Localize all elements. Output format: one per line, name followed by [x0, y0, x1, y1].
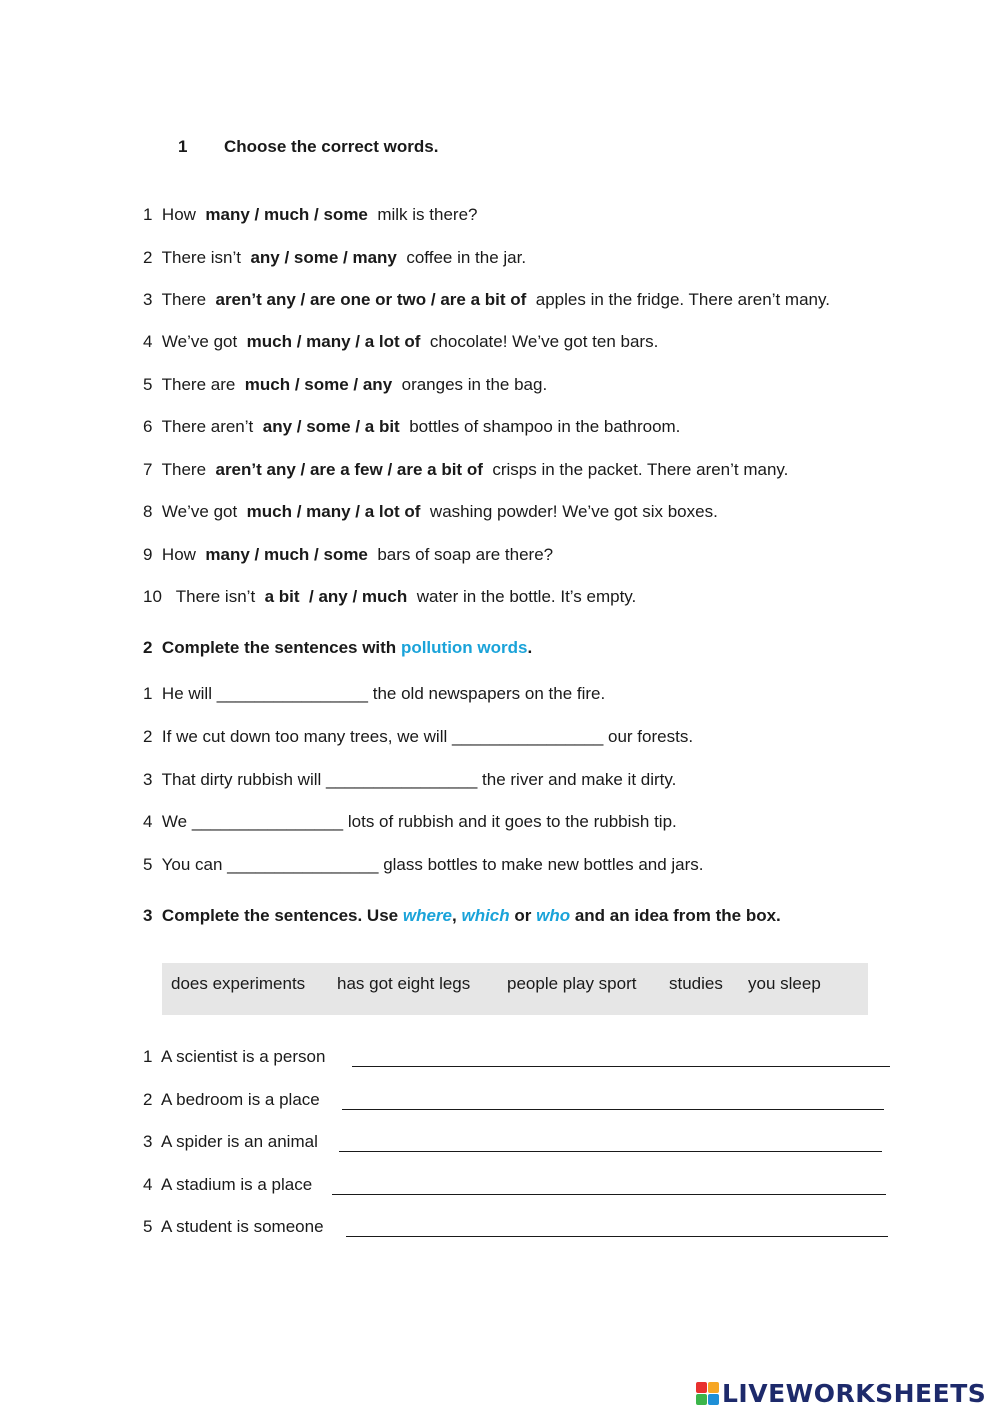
answer-blank[interactable]: ________________	[191, 812, 344, 831]
exercise-2-item	[143, 770, 676, 790]
item-number: 3	[143, 770, 153, 789]
exercise-3-item	[143, 1090, 320, 1110]
exercise-1-title	[178, 137, 438, 157]
item-text: A spider is an animal	[160, 1132, 318, 1151]
word-which: which	[461, 906, 510, 925]
idea-box-item: you sleep	[748, 974, 821, 993]
item-text-after: lots of rubbish and it goes to the rubbish tip.	[347, 812, 677, 831]
exercise-1-item	[143, 375, 547, 395]
item-options[interactable]: much / many / a lot of	[246, 332, 421, 351]
item-text-before: There aren’t	[161, 417, 254, 436]
item-text-before: We	[161, 812, 188, 831]
item-text-after: chocolate! We’ve got ten bars.	[429, 332, 659, 351]
item-number: 3	[143, 290, 153, 309]
item-number: 1	[143, 1047, 153, 1066]
item-text-after: milk is there?	[377, 205, 478, 224]
pollution-words-highlight: pollution words	[400, 638, 528, 657]
title-comma: ,	[452, 906, 457, 925]
exercise-1-item	[143, 248, 526, 268]
exercise-2-title-text: Complete the sentences with	[161, 638, 397, 657]
answer-line[interactable]	[346, 1236, 888, 1237]
item-text-before: You can	[161, 855, 223, 874]
item-text-before: That dirty rubbish will	[161, 770, 322, 789]
item-text-after: the river and make it dirty.	[482, 770, 677, 789]
item-options[interactable]: a bit / any / much	[264, 587, 408, 606]
item-text-after: crisps in the packet. There aren’t many.	[492, 460, 789, 479]
item-text-after: the old newspapers on the fire.	[372, 684, 606, 703]
exercise-2-item	[143, 855, 704, 875]
word-who: who	[536, 906, 571, 925]
item-options[interactable]: much / many / a lot of	[246, 502, 421, 521]
exercise-2-item	[143, 684, 605, 704]
exercise-2-title	[143, 638, 532, 658]
exercise-2-item	[143, 812, 677, 832]
item-text-after: apples in the fridge. There aren’t many.	[535, 290, 830, 309]
item-number: 5	[143, 855, 153, 874]
answer-line[interactable]	[352, 1066, 890, 1067]
item-number: 6	[143, 417, 153, 436]
item-number: 2	[143, 727, 153, 746]
item-number: 10	[143, 587, 162, 606]
item-text-after: oranges in the bag.	[401, 375, 548, 394]
item-text-before: We’ve got	[161, 502, 238, 521]
answer-blank[interactable]: ________________	[452, 727, 604, 746]
item-options[interactable]: any / some / many	[250, 248, 397, 267]
answer-line[interactable]	[339, 1151, 882, 1152]
item-text-before: There isn’t	[175, 587, 256, 606]
item-number: 9	[143, 545, 153, 564]
item-text-before: There	[161, 290, 207, 309]
item-text-after: glass bottles to make new bottles and jars.	[383, 855, 704, 874]
exercise-3-item	[143, 1175, 312, 1195]
exercise-1-item	[143, 502, 718, 522]
exercise-3-item	[143, 1132, 318, 1152]
item-options[interactable]: any / some / a bit	[262, 417, 400, 436]
item-number: 4	[143, 332, 153, 351]
idea-box-item: studies	[669, 974, 723, 993]
exercise-3-title	[143, 906, 781, 926]
exercise-3-item	[143, 1217, 324, 1237]
item-text-before: If we cut down too many trees, we will	[161, 727, 448, 746]
item-options[interactable]: much / some / any	[244, 375, 393, 394]
item-options[interactable]: many / much / some	[205, 545, 368, 564]
logo-blocks-icon	[696, 1380, 720, 1408]
liveworksheets-logo	[696, 1378, 986, 1410]
item-options[interactable]: aren’t any / are one or two / are a bit of	[215, 290, 527, 309]
item-text-before: He will	[161, 684, 212, 703]
answer-line[interactable]	[332, 1194, 886, 1195]
item-text: A bedroom is a place	[160, 1090, 320, 1109]
item-number: 8	[143, 502, 153, 521]
item-options[interactable]: aren’t any / are a few / are a bit of	[215, 460, 483, 479]
item-text-before: We’ve got	[161, 332, 238, 351]
item-text-after: water in the bottle. It’s empty.	[416, 587, 637, 606]
item-number: 2	[143, 1090, 153, 1109]
idea-box-item: does experiments	[171, 974, 306, 993]
item-number: 5	[143, 375, 153, 394]
idea-box-item: has got eight legs	[337, 974, 471, 993]
item-text: A scientist is a person	[160, 1047, 326, 1066]
item-text-after: bottles of shampoo in the bathroom.	[409, 417, 681, 436]
item-number: 4	[143, 812, 153, 831]
item-number: 5	[143, 1217, 153, 1236]
exercise-1-number: 1	[178, 137, 188, 156]
exercise-3-title-text: Complete the sentences. Use	[161, 906, 399, 925]
word-where: where	[402, 906, 452, 925]
exercise-3-number: 3	[143, 906, 153, 925]
item-text: A stadium is a place	[160, 1175, 313, 1194]
exercise-1-item	[143, 417, 680, 437]
answer-blank[interactable]: ________________	[216, 684, 368, 703]
item-number: 7	[143, 460, 153, 479]
logo-text: LIVEWORKSHEETS	[722, 1379, 987, 1408]
exercise-3-title-end: and an idea from the box.	[574, 906, 781, 925]
item-text-before: How	[161, 545, 196, 564]
exercise-2-title-period: .	[527, 638, 533, 657]
idea-box	[162, 963, 868, 1015]
exercise-1-item	[143, 545, 553, 565]
answer-blank[interactable]: ________________	[227, 855, 379, 874]
exercise-2-item	[143, 727, 693, 747]
answer-blank[interactable]: ________________	[326, 770, 478, 789]
exercise-1-item	[143, 460, 788, 480]
item-text-before: How	[161, 205, 196, 224]
item-text-after: coffee in the jar.	[406, 248, 527, 267]
item-text-before: There are	[161, 375, 236, 394]
item-number: 4	[143, 1175, 153, 1194]
item-options[interactable]: many / much / some	[205, 205, 368, 224]
exercise-2-number: 2	[143, 638, 153, 657]
exercise-1-item	[143, 205, 477, 225]
item-number: 2	[143, 248, 153, 267]
exercise-1-item	[143, 587, 636, 607]
item-number: 1	[143, 205, 153, 224]
exercise-1-title-text: Choose the correct words.	[224, 137, 439, 156]
idea-box-item: people play sport	[507, 974, 637, 993]
item-text-after: bars of soap are there?	[377, 545, 554, 564]
word-or: or	[514, 906, 532, 925]
item-number: 3	[143, 1132, 153, 1151]
item-text-before: There isn’t	[161, 248, 241, 267]
item-text-after: washing powder! We’ve got six boxes.	[429, 502, 718, 521]
exercise-1-item	[143, 332, 658, 352]
item-text-after: our forests.	[608, 727, 694, 746]
item-text-before: There	[161, 460, 207, 479]
item-number: 1	[143, 684, 153, 703]
item-text: A student is someone	[160, 1217, 324, 1236]
exercise-1-item	[143, 290, 830, 310]
answer-line[interactable]	[342, 1109, 884, 1110]
exercise-3-item	[143, 1047, 325, 1067]
